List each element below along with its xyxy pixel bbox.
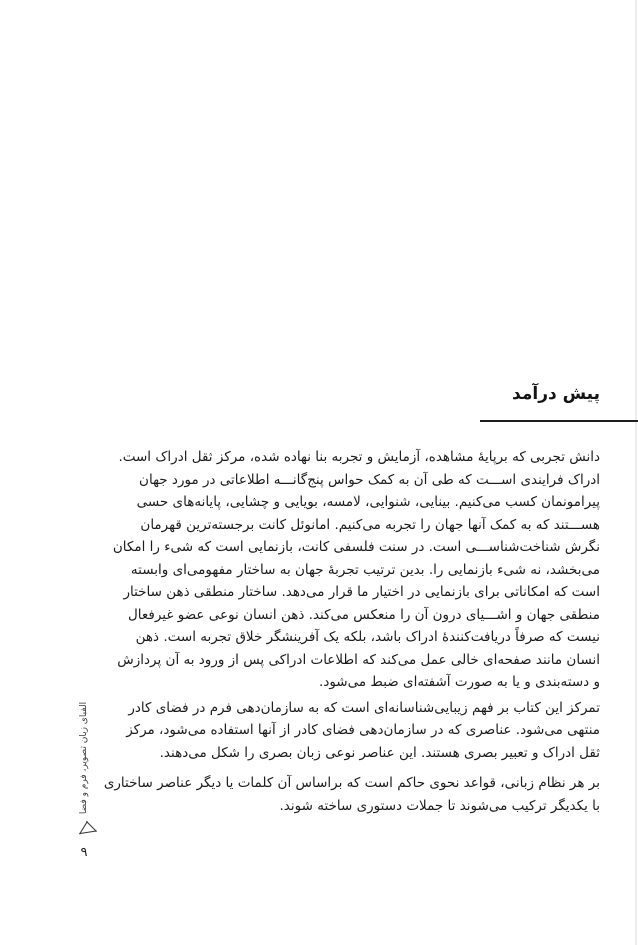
paragraph-line: و دسته‌بندی و یا به صورت آشفته‌ای ضبط می‌شود. (319, 674, 600, 690)
paragraph-line: تمرکز این کتاب بر فهم زیبایی‌شناسانه‌ای است که به سازمان‌دهی فرم در فضای کادر (128, 699, 600, 716)
paragraph (126, 697, 600, 765)
paragraph-line: ادراک فرایندی اســـت که طی آن به کمک حواس پنج‌گانـــه اطلاعاتی در مورد جهان (139, 471, 600, 488)
paragraph-line: نگرش شناخت‌شناســـی است. در سنت فلسفی کانت، بازنمایی است که شیء را امکان (112, 539, 600, 555)
text-block (103, 446, 600, 820)
triangle-logo-icon (77, 819, 99, 839)
chapter-title: پیش درآمد (512, 384, 600, 404)
paragraph-line: منتهی می‌شود. عناصری که در سازمان‌دهی فضای کادر از آنها استفاده می‌شود، مرکز (126, 722, 600, 738)
paragraph-line: بر هر نظام زبانی، قواعد نحوی حاکم است که براساس آن کلمات یا دیگر عناصر ساختاری (103, 775, 600, 791)
paragraph-line: منطقی جهان و اشـــیای درون آن را منعکس می‌کند. ذهن انسان نوعی عضو غیرفعال (127, 606, 600, 623)
paragraph-line: می‌بخشد، نه شیء بازنمایی را. بدین ترتیب تجربۀ جهان به ساختار مفهومی‌ای وابسته (130, 561, 600, 578)
paragraph (103, 772, 600, 817)
paragraph-line: ثقل ادراک و تعبیر بصری هستند. این عناصر نوعی زبان بصری را شکل می‌دهند. (159, 744, 600, 761)
page-number: ۹ (80, 845, 88, 860)
paragraph-line: با یکدیگر ترکیب می‌شوند تا جملات دستوری ساخته شوند. (279, 797, 600, 814)
paragraph-line: پیرامونمان کسب می‌کنیم. بینایی، شنوایی، لامسه، بویایی و چشایی، پایانه‌های حسی (136, 494, 600, 510)
paragraph-line: دانش تجربی که برپایۀ مشاهده، آزمایش و تجربه بنا نهاده شده، مرکز ثقل ادراک است. (118, 449, 600, 465)
heading-divider (480, 420, 638, 422)
paragraph-line: انسان مانند صفحه‌ای خالی عمل می‌کند که اطلاعات ادراکی پس از ورود به آن پردازش (117, 651, 600, 668)
paragraph-line: نیست که صرفاً دریافت‌کنندۀ ادراک باشد، بلکه یک آفرینشگر خلاق تجربه است. ذهن (135, 629, 600, 645)
paragraph-line: هســـتند که به کمک آنها جهان را تجربه می‌کنیم. امانوئل کانت برجسته‌ترین قهرمان (140, 516, 600, 533)
running-book-title: الفبای زبان تصویر، فرم و فضا (79, 701, 89, 815)
page-edge (635, 0, 637, 945)
paragraph (112, 446, 600, 694)
paragraph-line: است که امکاناتی برای بازنمایی در اختیار ما قرار می‌دهد. ساختار منطقی ذهن ساختار (123, 584, 600, 600)
